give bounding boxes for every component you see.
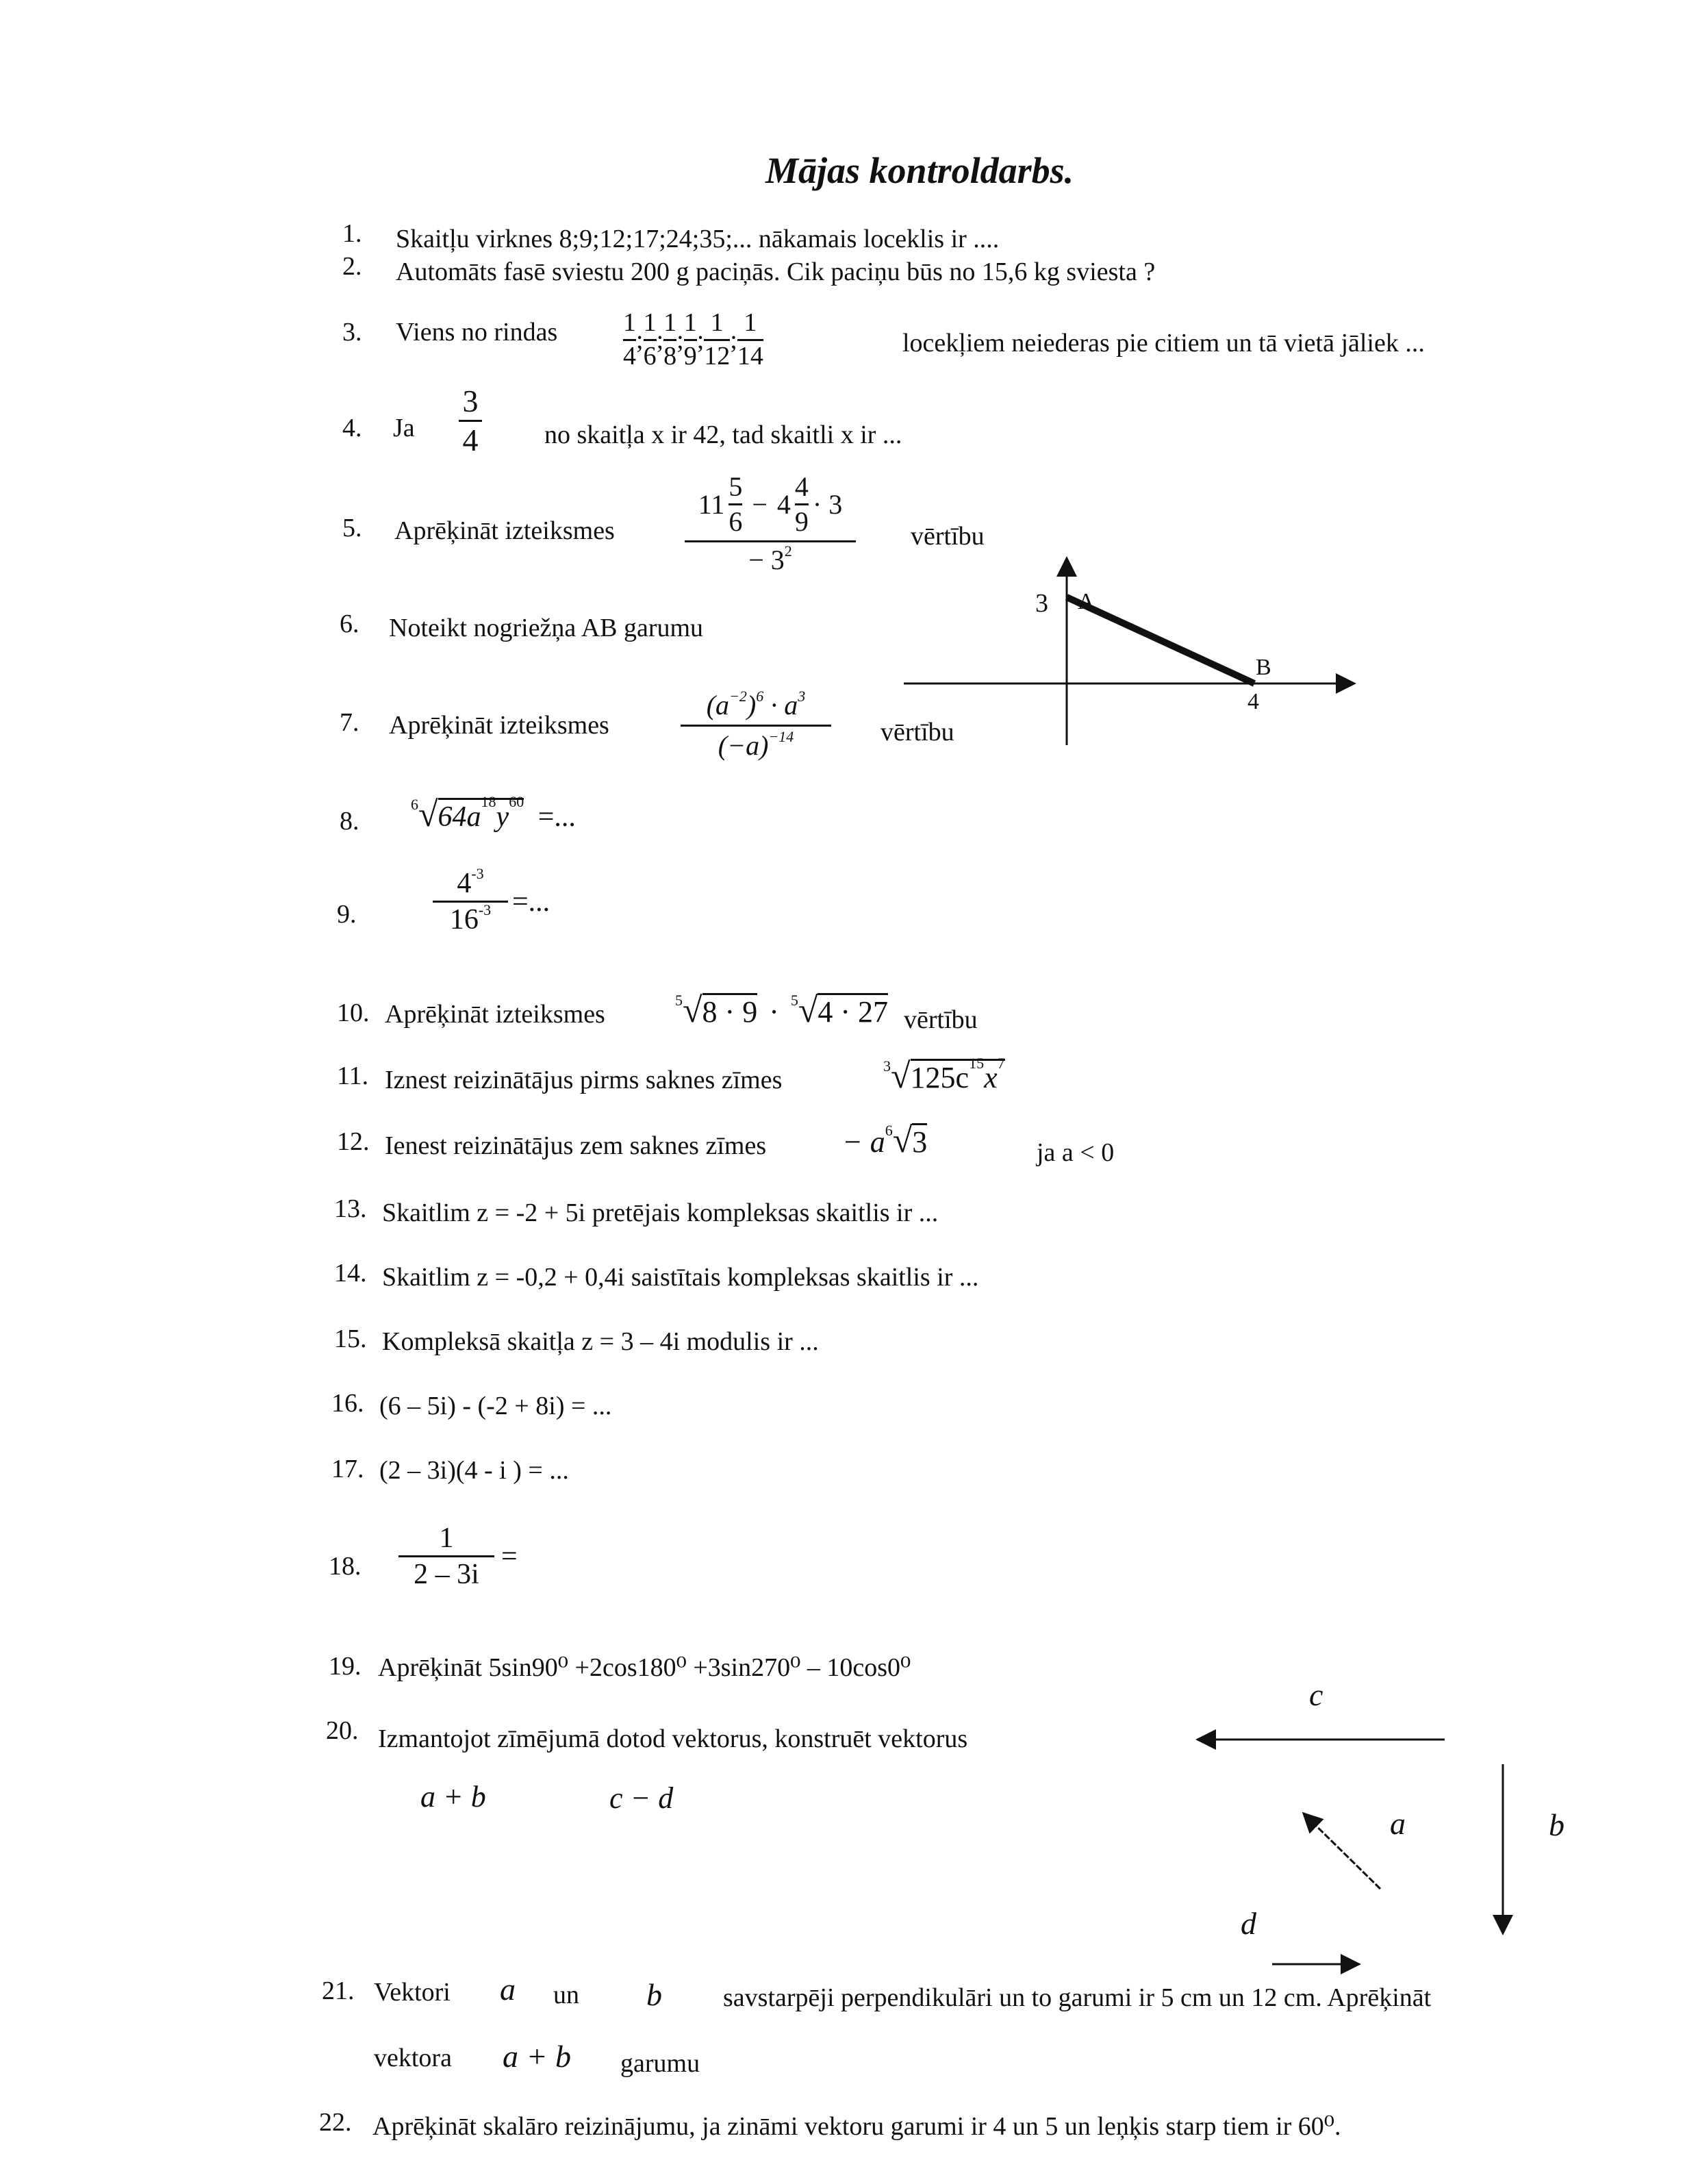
q13-text: Skaitlim z = -2 + 5i pretējais kompleksas skaitlis ir ... — [382, 1198, 939, 1227]
graph-y-tick: 3 — [1035, 589, 1048, 618]
q8-expression: $^6√64a^{18}y^{60}$ =... — [411, 793, 576, 834]
q7-expression: $\frac{(a^{-2})^6 \cdot a^3}{(-a)^{-14}}$ — [681, 692, 831, 760]
q19-number: 19. — [329, 1652, 362, 1681]
q16-number: 16. — [331, 1389, 364, 1418]
fraction: $\frac{1}{8}$ — [663, 308, 677, 371]
vector-label-a: a — [1390, 1806, 1406, 1841]
q21-number: 21. — [322, 1976, 355, 2005]
q2-number: 2. — [342, 252, 362, 281]
q10-text-after: vērtību — [904, 1005, 978, 1034]
q11-expression: $^3√125c^{15}x^7$ — [883, 1055, 1005, 1096]
q12-expression: − $a^6√3$ — [842, 1121, 928, 1160]
q17-text: (2 – 3i)(4 - i ) = ... — [379, 1456, 569, 1485]
q21-sum: a + b — [503, 2039, 572, 2074]
q21-vector-a: a — [500, 1972, 516, 2007]
segment-graph — [890, 555, 1369, 753]
q20-text: Izmantojot zīmējumā dotod vektorus, konstruēt vektorus — [378, 1724, 968, 1753]
q7-text-after: vērtību — [880, 718, 954, 746]
q7-number: 7. — [340, 708, 359, 737]
q10-text-before: Aprēķināt izteiksmes — [385, 1000, 605, 1029]
q10-number: 10. — [337, 999, 370, 1027]
q10-expression: $^5$√8 · 9 · $^5$√4 · 27 — [675, 991, 889, 1030]
vector-label-b: b — [1549, 1807, 1564, 1842]
q5-text-after: vērtību — [911, 522, 985, 551]
q19-text: Aprēķināt 5sin90⁰ +2cos180⁰ +3sin270⁰ – 10cos0⁰ — [378, 1653, 911, 1682]
vector-label-c: c — [1309, 1677, 1323, 1712]
q16-text: (6 – 5i) - (-2 + 8i) = ... — [379, 1392, 612, 1420]
q11-number: 11. — [337, 1062, 369, 1090]
graph-x-tick: 4 — [1247, 689, 1259, 714]
q21-line2-end: garumu — [620, 2049, 700, 2078]
q21-un: un — [553, 1981, 579, 2009]
q14-text: Skaitlim z = -0,2 + 0,4i saistītais kompleksas skaitlis ir ... — [382, 1263, 979, 1292]
q4-number: 4. — [342, 414, 362, 442]
q21-line2-start: vektora — [374, 2044, 452, 2072]
fraction: $\frac{1}{4}$ — [623, 308, 636, 371]
q21-line1-end: savstarpēji perpendikulāri un to garumi ir 5 cm un 12 cm. Aprēķināt — [723, 1983, 1432, 2012]
q3-text-after: locekļiem neiederas pie citiem un tā vietā jāliek ... — [902, 329, 1425, 357]
page-title: Mājas kontroldarbs. — [765, 150, 1074, 191]
q7-text-before: Aprēķināt izteiksmes — [389, 711, 609, 740]
q5-expression: 11 $\frac{5}{6}$ − 4 $\frac{4}{9}$ · 3 − $3^2$ — [685, 473, 856, 574]
graph-label-b: B — [1256, 655, 1271, 680]
q20-expression-c-minus-d: c − d — [609, 1781, 674, 1815]
q12-number: 12. — [337, 1127, 370, 1156]
fraction: $\frac{1}{14}$ — [737, 308, 763, 371]
q12-text: Ienest reizinātājus zem saknes zīmes — [385, 1131, 767, 1160]
q5-text-before: Aprēķināt izteiksmes — [394, 516, 615, 545]
q4-text-before: Ja — [393, 414, 415, 442]
q12-condition: ja a < 0 — [1037, 1138, 1115, 1167]
q5-number: 5. — [342, 514, 362, 542]
q20-expression-a-plus-b: a + b — [420, 1780, 486, 1813]
q9-number: 9. — [337, 900, 357, 929]
q6-number: 6. — [340, 610, 359, 638]
q8-number: 8. — [340, 807, 359, 836]
q9-expression: $\frac{4^{-3}}{16^{-3}}$ =... — [433, 868, 550, 935]
q3-text-before: Viens no rindas — [396, 318, 558, 347]
q3-fraction-series: $\frac{1}{4}$ ; $\frac{1}{6}$ ; $\frac{1}{8}$ ; $\frac{1}{9}$ ; $\frac{1}{12}$ ; $\frac{1}{14}$ — [623, 308, 763, 371]
q2-text: Automāts fasē sviestu 200 g paciņās. Cik paciņu būs no 15,6 kg sviesta ? — [396, 258, 1156, 286]
fraction: $\frac{1}{6}$ — [643, 308, 657, 371]
q1-text: Skaitļu virknes 8;9;12;17;24;35;... nākamais loceklis ir .... — [396, 225, 1000, 253]
segment-ab — [1067, 597, 1254, 683]
q11-text: Iznest reizinātājus pirms saknes zīmes — [385, 1066, 783, 1094]
q13-number: 13. — [334, 1194, 367, 1223]
fraction: $\frac{1}{9}$ — [683, 308, 697, 371]
q17-number: 17. — [331, 1455, 364, 1483]
q3-number: 3. — [342, 318, 362, 347]
q22-number: 22. — [319, 2108, 352, 2137]
q14-number: 14. — [334, 1259, 367, 1288]
q15-text: Kompleksā skaitļa z = 3 – 4i modulis ir ... — [382, 1327, 819, 1356]
q22-text: Aprēķināt skalāro reizinājumu, ja zināmi vektoru garumi ir 4 un 5 un leņķis starp tiem ir 60⁰. — [372, 2112, 1341, 2141]
graph-label-a: A — [1078, 589, 1095, 614]
q15-number: 15. — [334, 1325, 367, 1353]
vector-a — [1305, 1815, 1380, 1889]
q20-number: 20. — [326, 1716, 359, 1745]
q18-number: 18. — [329, 1552, 362, 1581]
q6-text: Noteikt nogriežņa AB garumu — [389, 614, 704, 642]
q1-number: 1. — [342, 219, 362, 248]
fraction: $\frac{1}{12}$ — [704, 308, 731, 371]
q21-line1-start: Vektori — [374, 1978, 451, 2007]
vector-label-d: d — [1241, 1906, 1256, 1941]
q18-expression: $\frac{1}{2 - 3i}$ = — [398, 1523, 518, 1590]
q4-fraction: $\frac{3}{4}$ — [459, 385, 482, 457]
q21-vector-b: b — [646, 1977, 662, 2012]
q4-text-after: no skaitļa x ir 42, tad skaitli x ir ... — [544, 421, 902, 449]
